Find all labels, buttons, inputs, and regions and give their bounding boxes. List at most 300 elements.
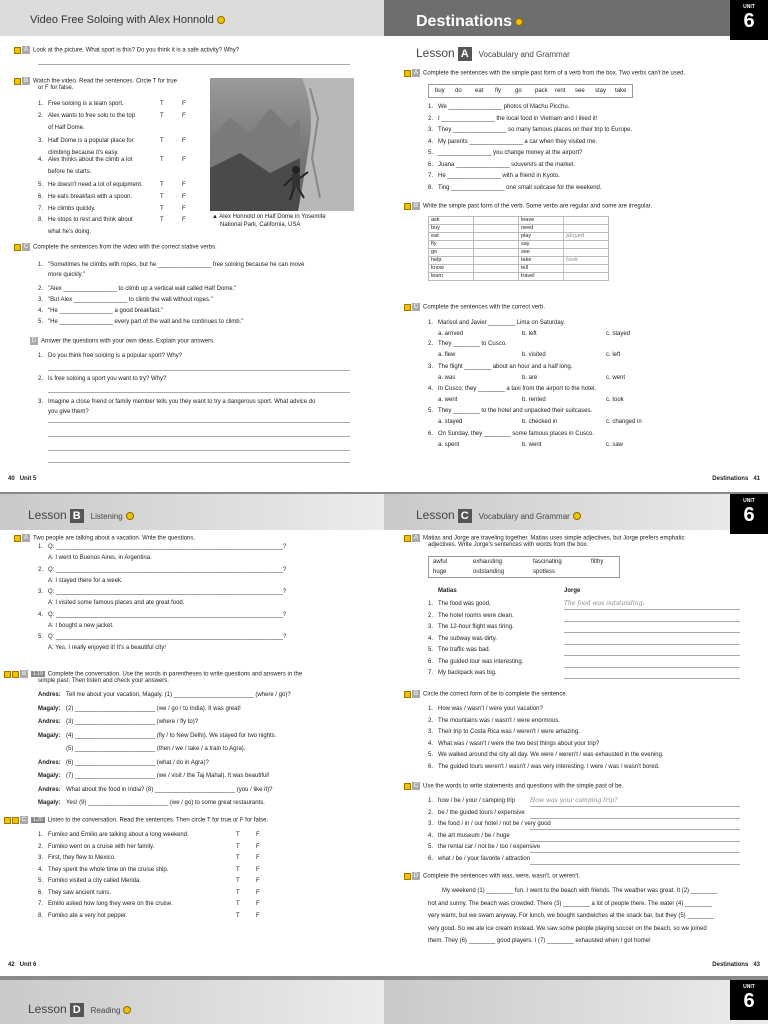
exercise-letter-c: C	[413, 783, 419, 789]
item-number: 2.	[38, 376, 44, 382]
verb-cell: ask	[429, 217, 474, 225]
item-text: Emilio asked how long they were on the cruise.	[48, 901, 174, 907]
item-text: Alex wants to free solo to the top	[48, 113, 136, 119]
item-text: How was / wasn't / were your vacation?	[438, 706, 543, 712]
item-text: Do you think free soloing is a popular sport? Why?	[48, 353, 183, 359]
item-number: 5.	[428, 150, 434, 156]
word-box	[428, 556, 620, 578]
column-matias: Matias	[438, 588, 457, 594]
option: c. left	[606, 352, 621, 358]
true-option: T	[236, 832, 240, 838]
item-text: My backpack was big.	[438, 670, 497, 676]
false-option: F	[182, 113, 186, 119]
speaker: Andres:	[38, 759, 61, 766]
answer-text: A: I bought a new jacket.	[48, 622, 114, 629]
item-text: Free soloing is a team sport.	[48, 101, 124, 107]
lesson-c-heading: Lesson C Vocabulary and Grammar	[416, 508, 581, 524]
item-text: They saw ancient ruins.	[48, 889, 112, 896]
spread-bottom	[0, 980, 768, 1024]
item-text: Alex thinks about the climb a lot	[48, 157, 133, 163]
audio-icon	[4, 671, 11, 678]
item-text: The guided tours weren't / wasn't / was very interesting. I were / was / wasn't bored.	[438, 763, 660, 770]
answer-cell	[564, 225, 609, 233]
word-box-word: go	[515, 88, 522, 94]
option: a. spent	[438, 442, 460, 448]
answer-cell: played	[564, 233, 609, 241]
true-option: T	[236, 889, 240, 896]
conversation-line: What about the food in India? (8) ________________________ (you / like it)?	[66, 786, 273, 793]
item-number: 4.	[38, 157, 44, 163]
item-text: The traffic was bad.	[438, 647, 491, 653]
item-number: 3.	[428, 127, 434, 133]
item-number: 1.	[428, 320, 434, 326]
exercise-a-instruction: A Complete the sentences with the simple past form of a verb from the box. Two verbs can't be used.	[404, 69, 685, 78]
paragraph-line: them. They (6) ________ good players. I (7) ________ exhausted when I got home!	[428, 938, 651, 944]
item-text: "He ________________ every part of the wall and he continues to climb."	[48, 319, 244, 325]
answer-line	[48, 422, 350, 423]
item-number: 1.	[428, 798, 434, 804]
item-number: 8.	[38, 217, 44, 223]
verb-cell: know	[429, 265, 474, 273]
item-text: They spent the whole time on the cruise ship.	[48, 866, 169, 873]
item-text: Their trip to Costa Rica was / weren't / were amazing.	[438, 729, 580, 735]
false-option: F	[256, 843, 260, 850]
item-text: The flight ________ about an hour and a half long.	[438, 364, 573, 370]
item-number: 2.	[38, 843, 44, 850]
exercise-c-instruction: C Complete the sentences with the correct verb.	[404, 303, 545, 312]
option: c. took	[606, 397, 624, 403]
true-option: T	[236, 843, 240, 850]
false-option: F	[182, 194, 186, 200]
activity-icon	[14, 47, 21, 54]
false-option: F	[256, 832, 260, 838]
item-text: The food was good.	[438, 601, 491, 607]
true-option: T	[160, 157, 164, 163]
item-text: What was / wasn't / were the two best things about your trip?	[438, 740, 600, 747]
item-text: Half Dome is a popular place for	[48, 138, 134, 144]
item-number: 3.	[38, 138, 44, 144]
item-number: 3.	[38, 855, 44, 861]
answer-cell	[474, 257, 519, 265]
item-text: "Sometimes he climbs with ropes, but he ________________ free soloing because he can move	[48, 262, 305, 268]
item-number: 4.	[38, 866, 44, 873]
question-line: Q: ____________________________________________________________________?	[48, 566, 287, 573]
verb-grid-row	[429, 233, 609, 241]
answer-line	[564, 678, 740, 679]
true-option: T	[236, 866, 240, 873]
exercise-d-instruction: D Complete the sentences with was, were, wasn't, or weren't.	[404, 872, 580, 881]
page-42	[0, 494, 384, 976]
pencil-icon	[515, 18, 523, 26]
lesson-a-heading: Lesson A Vocabulary and Grammar	[416, 46, 570, 60]
item-text: the food / in / our hotel / not be / very good	[438, 821, 551, 827]
speaker: Andres:	[38, 786, 61, 793]
item-text: He doesn't need a lot of equipment.	[48, 182, 143, 188]
item-text: "But Alex ________________ to climb the wall without ropes."	[48, 297, 213, 303]
word-box-word: pack	[535, 88, 548, 94]
exercise-letter-b: B	[413, 691, 418, 697]
answer-line	[530, 818, 740, 819]
paragraph-line: very warm, but we swam anyway. For lunch, we bought sandwiches at the snack bar, but they (5) ________	[428, 913, 715, 919]
verb-cell: fly	[429, 241, 474, 249]
option: c. saw	[606, 442, 624, 448]
item-number: 8.	[428, 184, 434, 191]
conversation-line: (4) ________________________ (fly / to New Delhi). We stayed for two nights.	[66, 732, 277, 739]
item-number: 1.	[38, 353, 44, 359]
page-40-header-bar	[0, 0, 384, 36]
option: b. went	[522, 442, 542, 448]
item-number: 6.	[428, 161, 434, 168]
spread-top	[0, 0, 768, 492]
item-number: 1.	[38, 832, 44, 838]
item-text: He ________________ with a friend in Kyoto.	[438, 173, 560, 179]
activity-icon	[404, 783, 411, 790]
activity-icon	[404, 70, 411, 77]
page-43-footer: Destinations 43	[712, 962, 760, 968]
pencil-icon	[573, 512, 581, 520]
jorge-answer: The food was outstanding.	[564, 600, 645, 607]
item-text: On Sunday, they ________ some famous places in Cusco.	[438, 431, 594, 437]
page-45-header-bar	[384, 980, 768, 1024]
audio-track: 1.19	[33, 670, 43, 677]
true-option: T	[160, 182, 164, 188]
answer-cell	[564, 241, 609, 249]
item-text: how / be / your / camping trip	[438, 798, 516, 804]
exercise-letter-a: A	[23, 535, 28, 541]
item-text: The subway was dirty.	[438, 635, 497, 642]
item-number: 4.	[428, 740, 434, 747]
unit-tab: UNIT 6	[730, 494, 768, 534]
paragraph-line: My weekend (1) ________ fun. I went to the beach with friends. The weather was great. It (2) ________	[442, 888, 718, 894]
item-text: Marisol and Javier ________ Lima on Saturday.	[438, 320, 565, 326]
option: b. rented	[522, 397, 546, 403]
item-number: 6.	[38, 194, 44, 200]
word-box-word: buy	[435, 88, 445, 94]
item-number: 8.	[38, 912, 44, 919]
speaker: Magaly:	[38, 773, 61, 779]
item-text: before he starts.	[48, 169, 92, 175]
exercise-b-instruction: B 1.19 Complete the conversation. Use the words in parentheses to write questions and answers in the	[4, 670, 302, 679]
item-number: 1.	[428, 104, 434, 110]
verb-grid-row	[429, 265, 609, 273]
answer-cell	[474, 265, 519, 273]
item-number: 4.	[428, 832, 434, 839]
item-text: what he's doing.	[48, 229, 92, 235]
item-number: 5.	[38, 634, 44, 640]
true-option: T	[160, 217, 164, 223]
option: c. went	[606, 375, 626, 381]
verb-cell: see	[519, 249, 564, 257]
answer-cell	[474, 233, 519, 241]
item-number: 2.	[428, 115, 434, 122]
item-text: He stops to rest and think about	[48, 217, 133, 223]
item-number: 3.	[428, 624, 434, 630]
page-41-footer: Destinations 41	[712, 476, 760, 482]
item-number: 4.	[428, 138, 434, 145]
climber-photo	[210, 78, 354, 211]
verb-cell: take	[519, 257, 564, 265]
verb-grid-row	[429, 241, 609, 249]
word-box-word: huge	[433, 569, 447, 575]
item-number: 3.	[38, 297, 44, 303]
speaker: Andres:	[38, 692, 61, 698]
answer-text: A: I stayed there for a week.	[48, 577, 123, 584]
question-line: Q: ____________________________________________________________________?	[48, 544, 287, 550]
option: c. stayed	[606, 331, 631, 337]
exercise-letter-a: A	[23, 47, 28, 53]
page-43-header-bar	[384, 494, 768, 530]
page-43	[384, 494, 768, 976]
exercise-c-instruction: C Complete the sentences from the video with the correct stative verbs.	[14, 243, 217, 252]
exercise-letter-b: B	[21, 671, 26, 677]
true-option: T	[160, 194, 164, 200]
answer-line	[48, 370, 350, 371]
answer-cell	[474, 225, 519, 233]
answer-cell	[474, 249, 519, 257]
question-line: Q: ____________________________________________________________________?	[48, 611, 287, 618]
item-text: Fumiko went on a cruise with her family.	[48, 843, 155, 850]
answer-cell	[474, 241, 519, 249]
page-44	[0, 980, 384, 1024]
item-text: of Half Dome.	[48, 125, 85, 131]
audio-track: 1.20	[33, 816, 43, 823]
page-41-header-bar	[384, 0, 768, 36]
item-number: 6.	[428, 431, 434, 437]
page-40	[0, 0, 384, 492]
true-option: T	[236, 912, 240, 919]
option: c. changed in	[606, 419, 642, 425]
lesson-b-heading: Lesson B Listening	[28, 508, 134, 524]
answer-cell	[474, 217, 519, 225]
conversation-line: (7) ________________________ (we / visit / the Taj Mahal). It was beautiful!	[66, 773, 270, 779]
item-number: 1.	[428, 706, 434, 712]
item-number: 1.	[38, 262, 44, 268]
activity-icon	[404, 535, 411, 542]
item-text: The guided tour was interesting.	[438, 658, 524, 665]
answer-line	[530, 852, 740, 853]
word-box-word: awful	[433, 559, 448, 565]
verb-grid-row	[429, 225, 609, 233]
item-text: the rental car / not be / too / expensive	[438, 844, 541, 850]
activity-icon	[14, 535, 21, 542]
page-42-footer: 42 Unit 6	[8, 962, 37, 968]
item-number: 5.	[428, 408, 434, 414]
word-box-word: take	[615, 88, 627, 94]
exercise-letter-a: A	[413, 535, 418, 541]
verb-cell: buy	[429, 225, 474, 233]
item-number: 3.	[428, 821, 434, 827]
false-option: F	[182, 157, 186, 163]
activity-icon	[12, 671, 19, 678]
page-44-header-bar	[0, 980, 384, 1024]
conversation-line: Tell me about your vacation, Magaly. (1) ________________________ (where / go)?	[66, 692, 291, 698]
activity-icon	[404, 304, 411, 311]
answer-line	[564, 667, 740, 668]
exercise-a-instruction: A Matias and Jorge are traveling together. Matias uses simple adjectives, but Jorge prefers emphatic	[404, 534, 684, 543]
item-number: 4.	[428, 635, 434, 642]
answer-cell	[564, 265, 609, 273]
page-41-title: Destinations	[416, 12, 523, 32]
item-text: In Cusco, they ________ a taxi from the airport to the hotel.	[438, 386, 597, 392]
item-text: ________________ you change money at the airport?	[438, 150, 583, 156]
false-option: F	[182, 182, 186, 188]
answer-cell	[474, 273, 519, 281]
verb-grid	[428, 216, 609, 281]
exercise-letter-c: C	[21, 817, 27, 823]
false-option: F	[182, 217, 186, 223]
item-text: I ________________ the local food in Vietnam and I liked it!	[438, 115, 598, 122]
question-line: Q: ____________________________________________________________________?	[48, 634, 287, 640]
true-option: T	[160, 113, 164, 119]
answer-line	[564, 609, 740, 610]
page-40-title: Video Free Soloing with Alex Honnold	[30, 14, 225, 28]
option: a. arrived	[438, 331, 464, 337]
word-box-word: eat	[475, 88, 484, 94]
answer-cell	[564, 217, 609, 225]
false-option: F	[256, 878, 260, 884]
true-option: T	[236, 878, 240, 884]
answer-cell	[564, 249, 609, 257]
option: b. are	[522, 375, 538, 381]
exercise-a-instruction-2: adjectives. Write Jorge's sentences with words from the box.	[428, 542, 589, 548]
item-number: 2.	[428, 809, 434, 816]
answer-line	[530, 829, 740, 830]
page-42-header-bar	[0, 494, 384, 530]
item-text: Fumiko visited a city called Merida.	[48, 878, 142, 884]
false-option: F	[182, 206, 186, 212]
item-number: 2.	[428, 341, 434, 347]
item-text: "He ________________ a good breakfast."	[48, 308, 164, 314]
item-text: Imagine a close friend or family member tells you they want to try a dangerous sport. What advice do	[48, 399, 316, 405]
item-number: 7.	[38, 206, 44, 212]
item-text: They ________ to the hotel and unpacked their suitcases.	[438, 408, 593, 414]
item-text: Fumiko ate a very hot pepper.	[48, 912, 128, 919]
verb-cell: need	[519, 225, 564, 233]
item-text: Juana ________________ souvenirs at the market.	[438, 161, 576, 168]
answer-text: A: Yes, I really enjoyed it! It's a beautiful city!	[48, 645, 166, 651]
item-number: 1.	[38, 544, 44, 550]
verb-grid-row	[429, 257, 609, 265]
conversation-line: (6) ________________________ (what / do in Agra)?	[66, 759, 209, 766]
item-number: 5.	[428, 752, 434, 758]
activity-icon	[404, 203, 411, 210]
paragraph-line: very good. So we ate ice cream instead. We saw some people playing soccer on the beach, so we joined	[428, 925, 707, 932]
verb-cell: help	[429, 257, 474, 265]
conversation-line: (5) ________________________ (then / we / take / a train to Agra).	[66, 746, 246, 752]
true-option: T	[236, 901, 240, 907]
word-box-word: filthy	[591, 559, 604, 565]
pencil-icon	[217, 16, 225, 24]
word-box-word: stay	[595, 88, 607, 94]
exercise-letter-c: C	[413, 304, 419, 310]
activity-icon	[12, 817, 19, 824]
option: a. was	[438, 375, 456, 381]
option: b. left	[522, 331, 537, 337]
activity-icon	[14, 78, 21, 85]
item-text: Ting ________________ one small suitcase for the weekend.	[438, 184, 602, 191]
exercise-d-instruction: D Answer the questions with your own ideas. Explain your answers.	[31, 338, 215, 345]
verb-grid-row	[429, 249, 609, 257]
item-number: 3.	[428, 364, 434, 370]
item-text: He eats breakfast with a spoon.	[48, 194, 133, 200]
item-number: 7.	[428, 670, 434, 676]
exercise-b-instruction-2: simple past. Then listen and check your answers.	[38, 678, 169, 684]
photo-caption-2: National Park, California, USA	[220, 222, 301, 228]
item-text: The hotel rooms were clean.	[438, 612, 514, 619]
answer-line	[564, 632, 740, 633]
conversation-line: Yes! (9) ________________________ (we / go) to some great restaurants.	[66, 800, 265, 806]
item-text: "Alex ________________ to climb up a vertical wall called Half Dome."	[48, 286, 237, 292]
item-text: First, they flew to Mexico.	[48, 855, 116, 861]
word-box	[428, 84, 633, 98]
item-text: The 12-hour flight was tiring.	[438, 624, 514, 630]
page-40-footer: 40 Unit 5	[8, 476, 37, 482]
verb-cell: learn	[429, 273, 474, 281]
item-text: They ________ to Cusco.	[438, 341, 507, 347]
item-number: 4.	[428, 386, 434, 392]
item-number: 1.	[428, 601, 434, 607]
activity-icon	[404, 691, 411, 698]
exercise-a-instruction: A Two people are talking about a vacation. Write the questions.	[14, 534, 195, 543]
answer-line	[48, 450, 350, 451]
verb-cell: eat	[429, 233, 474, 241]
answer-text: A: I went to Buenos Aires, in Argentina.	[48, 555, 152, 561]
true-option: T	[160, 206, 164, 212]
item-number: 2.	[38, 286, 44, 292]
answer-line	[564, 621, 740, 622]
item-number: 5.	[428, 844, 434, 850]
unit-tab: UNIT 6	[730, 980, 768, 1020]
exercise-letter-b: B	[23, 78, 28, 84]
speaker: Magaly:	[38, 705, 61, 712]
option: a. flew	[438, 352, 456, 358]
exercise-letter-b: B	[413, 203, 418, 209]
verb-cell: go	[429, 249, 474, 257]
true-option: T	[160, 138, 164, 144]
exercise-a-instruction: A Look at the picture. What sport is this? Do you think it is a safe activity? Why?	[14, 46, 239, 55]
conversation-line: (3) ________________________ (where / fly to)?	[66, 719, 199, 725]
item-number: 3.	[38, 589, 44, 595]
item-number: 6.	[428, 763, 434, 770]
word-box-word: rent	[555, 88, 566, 94]
pencil-icon	[126, 512, 134, 520]
speaker: Magaly:	[38, 732, 61, 739]
item-number: 7.	[38, 901, 44, 907]
item-number: 2.	[38, 113, 44, 119]
exercise-b-instruction: B Circle the correct form of be to complete the sentence.	[404, 690, 567, 699]
item-number: 5.	[38, 319, 44, 325]
spread-middle	[0, 494, 768, 976]
item-text: We walked around the city all day. We were / weren't / was exhausted in the evening.	[438, 752, 664, 758]
item-number: 2.	[38, 566, 44, 573]
item-text: what / be / your favorite / attraction	[438, 855, 531, 862]
unit-tab: UNIT 6	[730, 0, 768, 40]
item-text: be / the guided tours / expensive	[438, 809, 525, 816]
item-number: 7.	[428, 173, 434, 179]
paragraph-line: hot and sunny. The beach was crowded. There (3) ________ a lot of people there. The water (4) ________	[428, 900, 712, 907]
exercise-b-instruction: B Write the simple past form of the verb. Some verbs are regular and some are irregular.	[404, 202, 652, 211]
answer-line	[48, 436, 350, 437]
item-number: 5.	[428, 647, 434, 653]
item-text: They ________________ so many famous places on their trip to Europe.	[438, 127, 633, 133]
answer-text: A: I visited some famous places and ate great food.	[48, 600, 185, 606]
exercise-c-instruction: C 1.20 Listen to the conversation. Read the sentences. Then circle T for true or F for false.	[4, 816, 268, 825]
answer-cell	[564, 273, 609, 281]
exercise-letter-d: D	[31, 338, 37, 344]
answer-line	[564, 644, 740, 645]
page-41	[384, 0, 768, 492]
verb-cell: play	[519, 233, 564, 241]
